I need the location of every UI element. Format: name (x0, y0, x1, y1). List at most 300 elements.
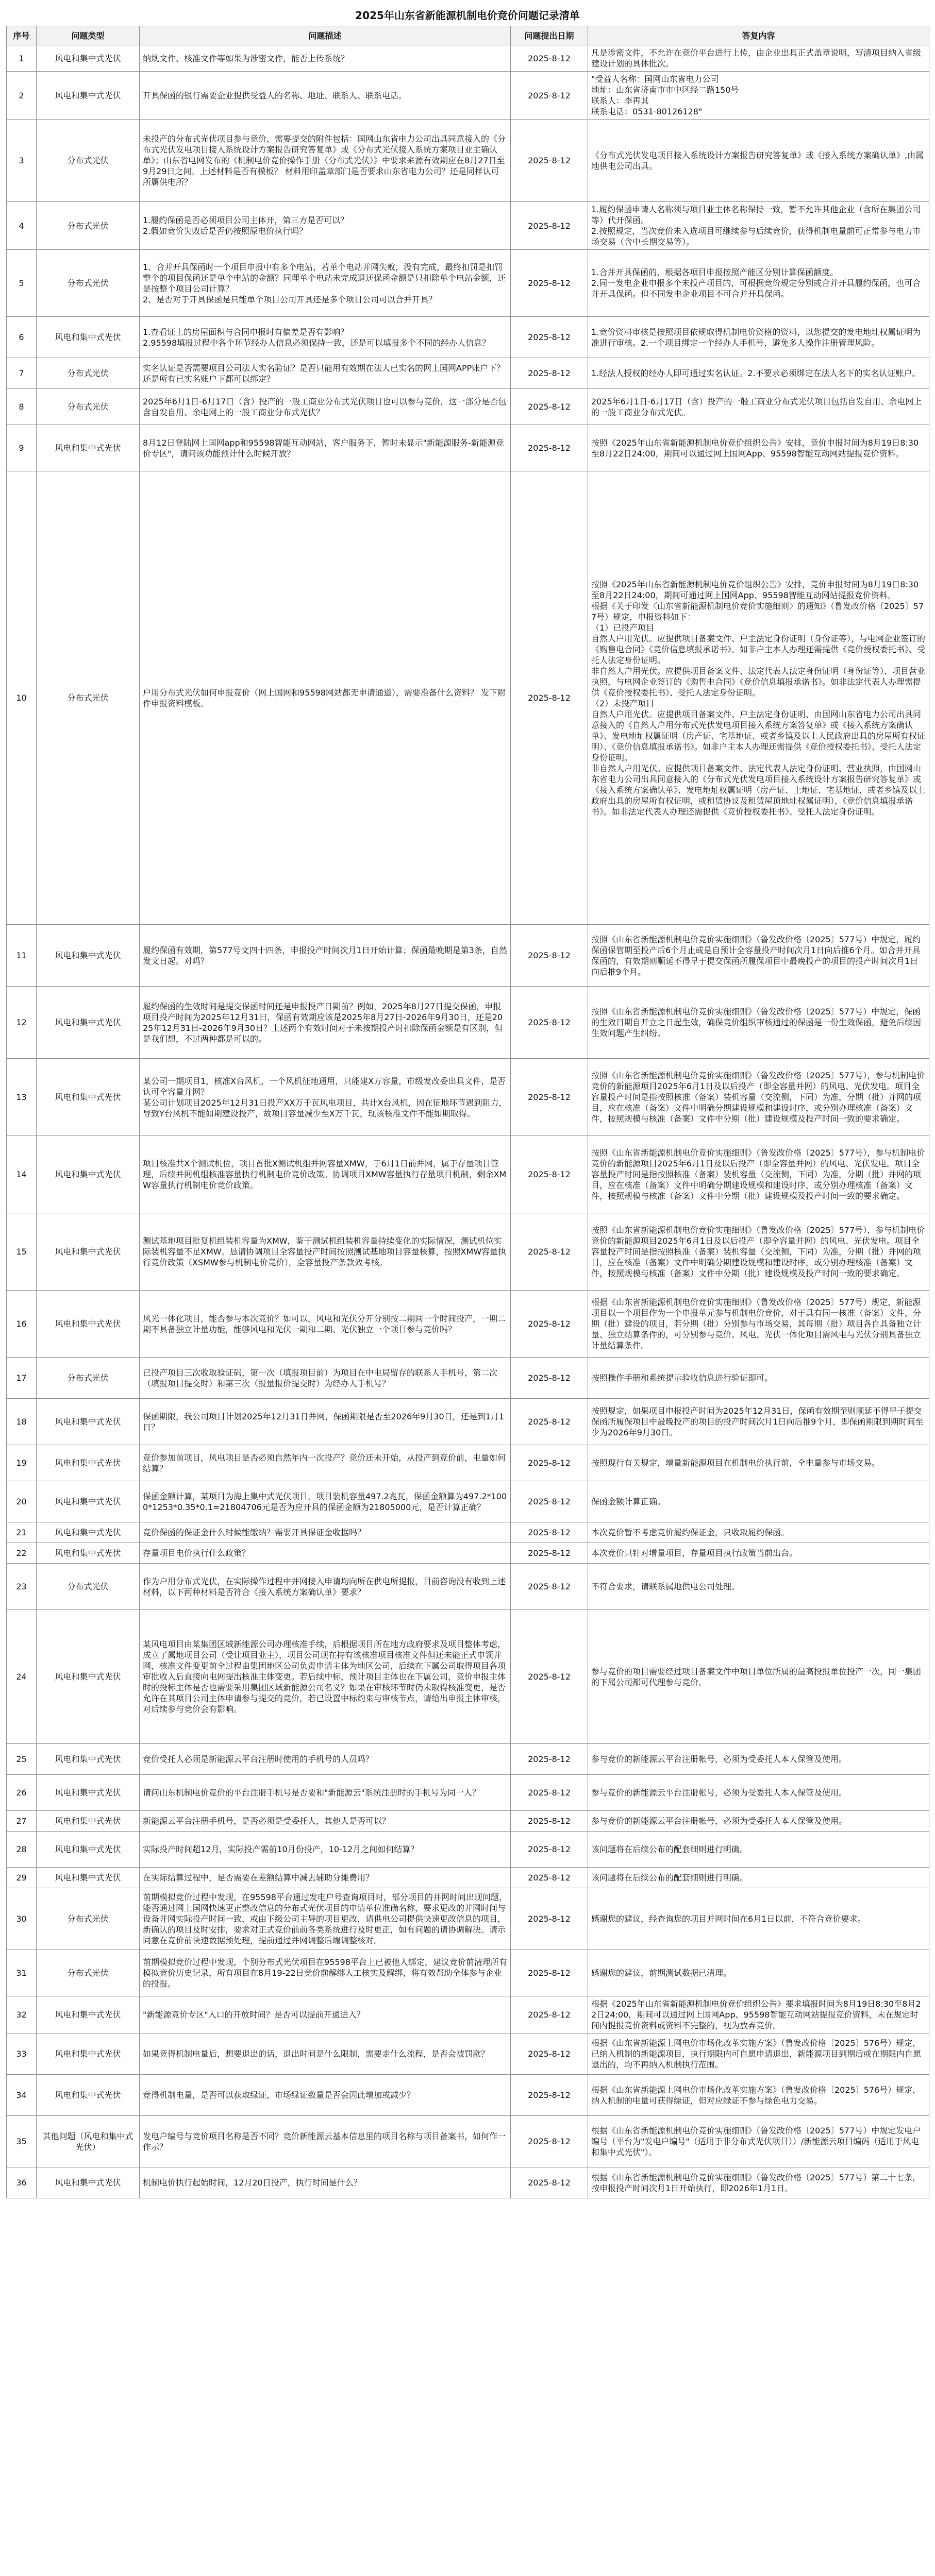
row-question-date-cell (511, 1610, 588, 1744)
table-row (7, 1832, 929, 1868)
row-question-type: 其他问题（风电和集中式光伏） (42, 2131, 133, 2152)
row-question-date: 2025-8-12 (528, 278, 571, 288)
row-question-date: 2025-8-12 (528, 2178, 571, 2188)
row-answer-cell (588, 1445, 929, 1481)
table-row (7, 1358, 929, 1399)
row-question-type-cell (37, 925, 140, 987)
row-question-description: 履约保函有效期，第577号文四十四条，申报投产时间次月1日开始计算；保函最晚期是第3条，自然发文日起。对吗？ (143, 945, 507, 966)
table-row (7, 987, 929, 1059)
row-question-type: 风电和集中式光伏 (55, 951, 121, 960)
row-answer: 1.经法人授权的经办人即可通过实名认证。2.不要求必须绑定在法人名下的实名认证账户。 (591, 368, 921, 378)
row-answer-cell (588, 1481, 929, 1522)
row-question-description: 保函金额计算，某项目为海上集中式光伏项目，项目装机容量497.2兆瓦，保函金额算为497.2*1000*1253*0.35*0.1=21804706元是否为应开具的保函金额为21805000元，是否计算正确？ (143, 1491, 507, 1512)
row-question-type-cell (37, 1744, 140, 1775)
row-question-type: 风电和集中式光伏 (55, 2090, 121, 2100)
row-question-type-cell (37, 1950, 140, 1996)
row-question-description: 1.履约保函是否必须项目公司主体开，第三方是否可以？ 2.假如竞价失败后是否仍按照原电价执行吗？ (143, 215, 349, 236)
row-answer-cell (588, 1358, 929, 1399)
row-answer: 该问题将在后续公布的配套细则进行明确。 (591, 1873, 748, 1883)
row-question-type: 风电和集中式光伏 (55, 1319, 121, 1329)
row-question-date: 2025-8-12 (528, 1417, 571, 1427)
table-row (7, 1543, 929, 1564)
row-question-type-cell (37, 1399, 140, 1445)
row-answer: 按照现行有关规定，增量新能源项目在机制电价执行前，全电量参与市场交易。 (591, 1458, 880, 1468)
row-question-description-cell (140, 1868, 511, 1888)
row-number: 21 (16, 1528, 27, 1537)
row-question-type-cell (37, 2167, 140, 2198)
row-answer: 参与竞价的项目需要经过项目备案文件中项目单位所属的最高投报单位投产一次，同一集团的下属公司都可代理参与竞价。 (591, 1666, 922, 1687)
row-question-description: 8月12日登陆网上国网app和95598智能互动网站，客户服务下，暂时未显示"新能源服务-新能源竞价专区"，请问该功能预计什么时候开放？ (143, 437, 504, 459)
row-question-type: 风电和集中式光伏 (55, 2178, 121, 2188)
table-row (7, 1868, 929, 1888)
row-answer: 感谢您的建议，经查询您的项目并网时间在6月1日以前，不符合竞价要求。 (591, 1914, 866, 1924)
row-question-date: 2025-8-12 (528, 1319, 571, 1329)
row-answer-cell (588, 425, 929, 471)
row-number-cell (7, 1481, 37, 1522)
row-question-description: 保函期限，我公司项目计划2025年12月31日并网，保函期限是否至2026年9月30日，还是到1月1日？ (143, 1411, 505, 1432)
row-answer: 感谢您的建议，前期测试数据已清理。 (591, 1968, 732, 1978)
row-answer-cell (588, 250, 929, 317)
row-question-type: 分布式光伏 (67, 368, 109, 378)
row-question-description: 2025年6月1日-6月17日（含）投产的一般工商业分布式光伏项目也可以参与竞价，这一部分是否包含自发自用、余电网上的一般工商业分布式光伏？ (143, 396, 507, 417)
row-question-description-cell (140, 358, 511, 389)
row-question-type: 风电和集中式光伏 (55, 1497, 121, 1506)
row-answer-cell (588, 987, 929, 1059)
row-question-date-cell (511, 1564, 588, 1610)
row-question-type-cell (37, 1358, 140, 1399)
row-question-type-cell (37, 1564, 140, 1610)
row-number: 34 (16, 2090, 27, 2100)
table-row (7, 202, 929, 250)
row-question-date: 2025-8-12 (528, 1873, 571, 1883)
row-answer: 按照《山东省新能源机制电价竞价实施细则》（鲁发改价格〔2025〕577号）中规定，保函的生效日期自开立之日起生效，确保竞价组织审核通过的保函是一份生效保函，避免后续因生效问题产生纠纷。 (591, 1007, 922, 1038)
row-question-type-cell (37, 1832, 140, 1868)
row-question-type-cell (37, 1610, 140, 1744)
row-answer: 按照《山东省新能源机制电价竞价实施细则》（鲁发改价格〔2025〕577号）中规定，履约保函保管期至投产后6个月止或是自预计全容量投产时间次月1日向后推6个月。如合并开具保函的，有效期则顺延不得早于提交保函所履保项目中最晚投产的项目的投产时间次月1日向后推9个月。 (591, 934, 921, 977)
row-question-type-cell (37, 471, 140, 925)
row-answer-cell (588, 1059, 929, 1136)
row-number: 31 (16, 1968, 27, 1978)
row-number-cell (7, 1832, 37, 1868)
row-answer-cell (588, 1775, 929, 1811)
row-question-description: 竞价受托人必须是新能源云平台注册时使用的手机号的人员吗？ (143, 1754, 374, 1764)
row-question-date-cell (511, 389, 588, 425)
row-number: 16 (16, 1319, 27, 1329)
row-question-date: 2025-8-12 (528, 2137, 571, 2146)
row-number-cell (7, 1213, 37, 1291)
row-question-type: 风电和集中式光伏 (55, 443, 121, 453)
row-question-description: 在实际结算过程中，是否需要在差额结算中减去辅助分摊费用？ (143, 1873, 374, 1883)
row-number: 24 (16, 1672, 27, 1682)
row-number-cell (7, 1399, 37, 1445)
row-number-cell (7, 1811, 37, 1832)
row-question-description-cell (140, 2167, 511, 2198)
row-question-description: 竞得机制电量，是否可以获取绿证，市场绿证数量是否会因此增加或减少？ (143, 2090, 415, 2100)
row-question-type-cell (37, 1543, 140, 1564)
row-question-description-cell (140, 1445, 511, 1481)
row-number-cell (7, 45, 37, 72)
row-number: 13 (16, 1092, 27, 1102)
table-row (7, 250, 929, 317)
row-question-type: 分布式光伏 (67, 402, 109, 412)
row-question-type: 分布式光伏 (67, 1582, 109, 1591)
row-answer: 根据《山东省新能源机制电价竞价实施细则》（鲁发改价格〔2025〕577号）规定，新能源项目以一个项目作为一个申报单元参与机制电价竞价，对于具有同一核准（备案）文件，分期（批）建设的项目，若分期（批）分别参与市场交易，其每期（批）项目各自具备独立计量、独立结算条件的，可分别参与竞价。风电、光伏一体化项目需风电与光伏分别具备独立计量结算条件。 (591, 1297, 922, 1350)
row-question-type: 风电和集中式光伏 (55, 2010, 121, 2020)
row-question-date: 2025-8-12 (528, 1528, 571, 1537)
row-question-type-cell (37, 2033, 140, 2075)
row-question-date-cell (511, 1059, 588, 1136)
row-question-date-cell (511, 358, 588, 389)
row-question-description: 1.查看证上的房屋面积与合同申报时有偏差是否有影响？ 2.95598填报过程中各个环节经办人信息必须保持一致，还是可以填报多个不同的经办人信息？ (143, 327, 491, 348)
row-question-date-cell (511, 1744, 588, 1775)
row-question-date: 2025-8-12 (528, 1582, 571, 1591)
row-question-type-cell (37, 1888, 140, 1950)
row-answer-cell (588, 1564, 929, 1610)
row-question-date: 2025-8-12 (528, 951, 571, 960)
table-row (7, 1399, 929, 1445)
table-row (7, 1744, 929, 1775)
row-question-type: 风电和集中式光伏 (55, 1417, 121, 1427)
row-answer-cell (588, 471, 929, 925)
row-question-description-cell (140, 1136, 511, 1213)
row-answer-cell (588, 45, 929, 72)
row-answer: 凡是涉密文件，不允许在竞价平台进行上传，由企业出具正式盖章说明，写清项目纳入省级建设计划的具体批次。 (591, 48, 922, 69)
row-question-description-cell (140, 925, 511, 987)
row-question-type-cell (37, 358, 140, 389)
row-number: 9 (19, 443, 24, 453)
row-question-description-cell (140, 471, 511, 925)
row-question-date-cell (511, 471, 588, 925)
table-row (7, 1564, 929, 1610)
row-question-type: 风电和集中式光伏 (55, 1844, 121, 1854)
table-row (7, 2116, 929, 2167)
row-number: 35 (16, 2137, 27, 2146)
row-question-description: 如果竞得机制电量后，想要退出的话，退出时间是什么限制，需要走什么流程，是否会被罚款？ (143, 2049, 490, 2059)
row-question-description-cell (140, 2075, 511, 2116)
row-number-cell (7, 1358, 37, 1399)
row-question-type-cell (37, 2075, 140, 2116)
row-question-description: 存量项目电价执行什么政策？ (143, 1548, 251, 1558)
row-answer: 根据《山东省新能源机制电价竞价实施细则》（鲁发改价格〔2025〕577号）第二十七条，按申报投产时间次月1日开始执行，即2026年1月1日。 (591, 2172, 921, 2193)
row-answer: 1.合并开具保函的，根据各项目申报按照产能区分别计算保函额度。 2.同一发电企业申报多个未投产项目的，可根据竞价规定分别或合并开具履约保函，也可合并开具保函。但不同发电企业项目不可合并开具保函。 (591, 267, 921, 299)
row-question-description-cell (140, 1610, 511, 1744)
row-question-date: 2025-8-12 (528, 1170, 571, 1179)
row-number-cell (7, 1950, 37, 1996)
row-number: 4 (19, 221, 24, 231)
row-number-cell (7, 1610, 37, 1744)
row-question-date: 2025-8-12 (528, 1497, 571, 1506)
row-question-date-cell (511, 1811, 588, 1832)
question-table (6, 26, 929, 2198)
row-question-date: 2025-8-12 (528, 221, 571, 231)
row-question-date: 2025-8-12 (528, 1548, 571, 1558)
row-answer-cell (588, 2075, 929, 2116)
table-row (7, 317, 929, 358)
row-answer: 按照《山东省新能源机制电价竞价实施细则》（鲁发改价格〔2025〕577号），参与机制电价竞价的新能源项目2025年6月1日及以后投产（即全容量并网）的风电、光伏发电。项目全容量投产时间是指按照核准（备案）装机容量（交流侧，下同）为准，分期（批）并网的项目，应在核准（备案）文件中明确分期建设规模和建设时序，或分别办理核准（备案）文件，按照规模与核准（备案）文件中分期（批）建设规模及投产时间一致的要求确定。 (591, 1225, 925, 1278)
row-question-date-cell (511, 1832, 588, 1868)
row-number-cell (7, 1564, 37, 1610)
row-answer-cell (588, 1888, 929, 1950)
row-question-date: 2025-8-12 (528, 1018, 571, 1027)
row-answer-cell (588, 1744, 929, 1775)
row-question-description: 已投产项目三次收取验证码，第一次（填报项目前）为项目在中电局留存的联系人手机号，第二次（填报项目提交时）和第三次（报量报价提交时）为经办人手机号？ (143, 1367, 498, 1388)
table-row (7, 1213, 929, 1291)
table-row (7, 1522, 929, 1543)
row-number-cell (7, 1775, 37, 1811)
column-header-type: 问题类型 (37, 26, 140, 45)
row-question-type: 分布式光伏 (67, 1373, 109, 1383)
row-question-description: 新能源云平台注册手机号，是否必须是受委托人，其他人是否可以？ (143, 1816, 391, 1826)
row-question-description: 履约保函的生效时间是提交保函时间还是申报投产日期前？例如，2025年8月27日提交保函，申报项目投产时间为2025年12月31日，保函有效期应该是2025年8月27日-2026年9月30日，还是2025年12月31日-2026年9月30日？上述两个有效时间对于未按期投产时扣除保函金额是有区别，但是我们想，不过两种都是可以的。 (143, 1001, 503, 1044)
row-question-date-cell (511, 2075, 588, 2116)
row-answer: 1.竞价资料审核是按照项目依规取得机制电价资格的资料，以您提交的发电地址权属证明为准进行审核。2.一个项目绑定一个经办人手机号，避免多人操作注册管理风险。 (591, 327, 921, 348)
table-row (7, 2167, 929, 2198)
row-answer: 按照操作手册和系统提示验收信息进行验证即可。 (591, 1373, 773, 1383)
row-question-date-cell (511, 925, 588, 987)
row-number-cell (7, 1136, 37, 1213)
row-question-date-cell (511, 425, 588, 471)
row-question-type-cell (37, 1996, 140, 2033)
row-question-description-cell (140, 1811, 511, 1832)
row-answer: 1.履约保函申请人名称须与项目业主体名称保持一致，暂不允许其他企业（含所在集团公司等）代开保函。 2.按照规定，当次竞价未入选项目可继续参与后续竞价，获得机制电量前可正常参与电力市场交易（含中长期交易等）。 (591, 205, 921, 247)
row-number: 33 (16, 2049, 27, 2059)
table-row (7, 1888, 929, 1950)
row-number: 25 (16, 1754, 27, 1764)
row-number-cell (7, 1291, 37, 1358)
row-question-date: 2025-8-12 (528, 1968, 571, 1978)
row-question-description: 前期模拟竞价过程中发现，个别分布式光伏项目在95598平台上已被他人绑定，建议竞价前清理所有模拟竞价历史记录，所有项目在8月19-22日竞价前解绑人工核实及解绑，将有效帮助全体参与企业的投报。 (143, 1957, 507, 1989)
row-question-type: 风电和集中式光伏 (55, 1170, 121, 1179)
row-number-cell (7, 425, 37, 471)
document-title: 2025年山东省新能源机制电价竞价问题记录清单 (355, 9, 580, 22)
row-answer: 《分布式光伏发电项目接入系统设计方案报告研究答复单》或《接入系统方案确认单》,由属地供电公司出具。 (591, 150, 924, 171)
row-answer: 不符合要求，请联系属地供电公司处理。 (591, 1582, 740, 1591)
row-question-date: 2025-8-12 (528, 402, 571, 412)
row-number-cell (7, 72, 37, 120)
row-number: 18 (16, 1417, 27, 1427)
row-answer: 2025年6月1日-6月17日（含）投产的一般工商业分布式光伏项目包括自发自用、余电网上的一般工商业分布式光伏。 (591, 396, 922, 417)
row-question-description-cell (140, 1213, 511, 1291)
row-answer: 参与竞价的新能源云平台注册帐号，必须为受委托人本人保管及使用。 (591, 1788, 847, 1798)
row-question-type: 分布式光伏 (67, 1968, 109, 1978)
row-question-type: 风电和集中式光伏 (55, 1548, 121, 1558)
row-question-type-cell (37, 72, 140, 120)
table-body (7, 45, 929, 2198)
table-row (7, 72, 929, 120)
row-number-cell (7, 987, 37, 1059)
row-question-description: 户用分布式光伏如何申报竞价（网上国网和95598网站都无申请通道），需要准备什么资料？ 发下附件申报资料模板。 (143, 687, 506, 708)
row-number: 19 (16, 1458, 27, 1468)
row-question-date: 2025-8-12 (528, 368, 571, 378)
row-answer-cell (588, 2167, 929, 2198)
row-question-type-cell (37, 425, 140, 471)
row-question-date-cell (511, 1399, 588, 1445)
row-question-description-cell (140, 1564, 511, 1610)
row-number: 32 (16, 2010, 27, 2020)
row-number-cell (7, 925, 37, 987)
row-answer-cell (588, 2033, 929, 2075)
row-question-description-cell (140, 1996, 511, 2033)
row-question-date-cell (511, 45, 588, 72)
row-answer: 根据《山东省新能源上网电价市场化改革实施方案》（鲁发改价格〔2025〕576号）规定，纳入机制的电量可获得绿证，但对应绿证不参与绿色电力交易。 (591, 2084, 921, 2106)
row-question-description: 实名认证是否需要项目公司法人实名验证？是否只能用有效期在法人已实名的网上国网APP账户下？还是所有已实名账户下都可以绑定？ (143, 363, 505, 384)
row-question-date: 2025-8-12 (528, 90, 571, 100)
row-question-date: 2025-8-12 (528, 693, 571, 703)
row-question-date: 2025-8-12 (528, 2010, 571, 2020)
row-number: 3 (19, 156, 24, 165)
row-question-type-cell (37, 1868, 140, 1888)
row-answer: 本次竞价只针对增量项目，存量项目执行政策当前出台。 (591, 1548, 798, 1558)
row-question-description-cell (140, 1775, 511, 1811)
row-number-cell (7, 1996, 37, 2033)
row-question-date-cell (511, 2116, 588, 2167)
row-number-cell (7, 250, 37, 317)
row-question-type-cell (37, 1775, 140, 1811)
table-row (7, 1136, 929, 1213)
row-question-type-cell (37, 120, 140, 202)
row-number-cell (7, 2075, 37, 2116)
row-question-date: 2025-8-12 (528, 1844, 571, 1854)
row-answer-cell (588, 1832, 929, 1868)
row-answer: 根据《山东省新能源机制电价竞价实施细则》（鲁发改价格〔2025〕577号）中规定发电户编号（平台为"发电户编号"（适用于非分布式光伏项目））/新能源云项目编码（适用于风电和集中式光伏"）。 (591, 2126, 921, 2157)
row-answer-cell (588, 202, 929, 250)
row-question-date: 2025-8-12 (528, 1092, 571, 1102)
row-question-description-cell (140, 1950, 511, 1996)
table-row (7, 425, 929, 471)
row-question-type-cell (37, 2116, 140, 2167)
row-number: 1 (19, 53, 24, 63)
row-question-description-cell (140, 1832, 511, 1868)
row-question-type-cell (37, 1811, 140, 1832)
row-question-date: 2025-8-12 (528, 1914, 571, 1924)
row-question-type: 风电和集中式光伏 (55, 1816, 121, 1826)
row-number-cell (7, 1888, 37, 1950)
row-question-date-cell (511, 1445, 588, 1481)
row-question-description-cell (140, 317, 511, 358)
table-row (7, 2033, 929, 2075)
row-question-type: 风电和集中式光伏 (55, 1458, 121, 1468)
row-number-cell (7, 1868, 37, 1888)
row-number-cell (7, 1522, 37, 1543)
row-question-type: 风电和集中式光伏 (55, 332, 121, 342)
row-answer-cell (588, 1950, 929, 1996)
row-answer: 保函金额计算正确。 (591, 1497, 666, 1506)
row-number: 12 (16, 1018, 27, 1027)
row-question-description: 发电户编号与竞价项目名称是否不同？竞价新能源云基本信息里的项目名称与项目备案书，如何作一作示？ (143, 2131, 506, 2152)
row-question-type: 风电和集中式光伏 (55, 90, 121, 100)
row-number-cell (7, 202, 37, 250)
row-question-description: 作为户用分布式光伏，在实际操作过程中并网接入申请均向所在供电所提报，目前咨询没有收到上述材料，以下两种材料是否符合《接入系统方案确认单》要求？ (143, 1576, 506, 1597)
row-number: 36 (16, 2178, 27, 2188)
row-question-type: 风电和集中式光伏 (55, 1528, 121, 1537)
row-question-type: 分布式光伏 (67, 278, 109, 288)
row-question-date: 2025-8-12 (528, 1247, 571, 1257)
row-question-date: 2025-8-12 (528, 1754, 571, 1764)
row-number: 8 (19, 402, 24, 412)
column-header-answer: 答复内容 (588, 26, 929, 45)
row-question-date-cell (511, 2033, 588, 2075)
table-row (7, 1291, 929, 1358)
row-question-date: 2025-8-12 (528, 1816, 571, 1826)
row-answer: 该问题将在后续公布的配套细则进行明确。 (591, 1844, 748, 1854)
row-number-cell (7, 389, 37, 425)
row-number-cell (7, 120, 37, 202)
row-number-cell (7, 358, 37, 389)
row-question-date-cell (511, 1522, 588, 1543)
row-answer: 根据《山东省新能源上网电价市场化改革实施方案》（鲁发改价格〔2025〕576号）规定，已纳入机制的新能源项目，执行期限内可自愿申请退出，新能源项目到期后或在期限内自愿退出的，均不再纳入机制执行范围。 (591, 2038, 922, 2070)
row-answer-cell (588, 1213, 929, 1291)
row-question-description: 请问山东机制电价竞价的平台注册手机号是否要和"新能源云"系统注册时的手机号为同一人？ (143, 1788, 480, 1798)
row-question-type: 风电和集中式光伏 (55, 1754, 121, 1764)
table-row (7, 2075, 929, 2116)
row-question-date: 2025-8-12 (528, 1788, 571, 1798)
row-number-cell (7, 1445, 37, 1481)
row-question-date-cell (511, 1868, 588, 1888)
table-row (7, 1481, 929, 1522)
row-answer: "受益人名称：国网山东省电力公司 地址：山东省济南市市中区经二路150号 联系人：李再其 联系电话：0531-80126128" (591, 74, 739, 116)
row-question-description-cell (140, 1399, 511, 1445)
column-header-date: 问题提出日期 (511, 26, 588, 45)
row-question-type-cell (37, 317, 140, 358)
row-question-description: 风光一体化项目，能否参与本次竞价？如可以，风电和光伏分开分别按二期同一个时间投产，一期二期不具备独立计量功能，能够风电和光伏一期和二期、光伏独立一个项目参与竞价吗？ (143, 1313, 506, 1334)
row-question-date-cell (511, 1291, 588, 1358)
row-question-type: 风电和集中式光伏 (55, 53, 121, 63)
row-answer: 按照规定，如果项目申报投产时间为2025年12月31日，保函有效期至则顺延不得早于提交保函所履保项目中最晚投产的项目的投产时间次月1日向后推9个月，即保函期限到期时间至少为2026年9月30日。 (591, 1406, 924, 1437)
row-question-type-cell (37, 987, 140, 1059)
row-question-description: 1、合并开具保函时一个项目申报中有多个电站，若单个电站并网失败，没有完成，最终扣罚是扣罚整个的项目保函还是单个电站的金额？同理单个电站未完成退还保函金额是只扣除单个电站金额，还是按整个项目公司计算？ 2、是否对于开具保函是只能单个项目公司开具还是多个项目公司可以合并开具？ (143, 262, 506, 304)
row-question-description: 测试基地项目批复机组装机容量为XMW，鉴于测试机组装机容量持续变化的实际情况，测试机位实际装机容量不足XMW。恳请协调项目全容量投产时间按照测试基地项目容量核算，按照XMW容量执行竞价政策（XSMW参与机制电价竞价），全容量投产条款效考核。 (143, 1236, 507, 1267)
row-question-description-cell (140, 987, 511, 1059)
row-question-date-cell (511, 1775, 588, 1811)
column-header-description: 问题描述 (140, 26, 511, 45)
row-number: 17 (16, 1373, 27, 1383)
row-question-description: 开具保函的银行需要企业提供受益人的名称、地址、联系人、联系电话。 (143, 90, 407, 100)
row-question-date-cell (511, 317, 588, 358)
row-question-description-cell (140, 1543, 511, 1564)
row-number: 26 (16, 1788, 27, 1798)
row-question-type: 风电和集中式光伏 (55, 1672, 121, 1682)
row-question-type: 分布式光伏 (67, 693, 109, 703)
row-question-type-cell (37, 1059, 140, 1136)
row-number: 5 (19, 278, 24, 288)
row-answer-cell (588, 1543, 929, 1564)
row-question-date-cell (511, 987, 588, 1059)
row-answer-cell (588, 317, 929, 358)
row-question-date-cell (511, 1358, 588, 1399)
row-number: 7 (19, 368, 24, 378)
row-number-cell (7, 1744, 37, 1775)
row-question-description-cell (140, 72, 511, 120)
row-question-date-cell (511, 1481, 588, 1522)
row-question-date: 2025-8-12 (528, 332, 571, 342)
row-answer-cell (588, 2116, 929, 2167)
row-answer-cell (588, 389, 929, 425)
row-question-type-cell (37, 1213, 140, 1291)
row-question-date-cell (511, 120, 588, 202)
table-row (7, 1059, 929, 1136)
row-answer-cell (588, 1868, 929, 1888)
row-number: 23 (16, 1582, 27, 1591)
row-question-description: 某风电项目由某集团区域新能源公司办理核准手续，后根据项目所在地方政府要求及项目整体考虑，成立了属地项目公司（受让项目业主），项目公司现在持有该核准项目核准文件但还未能正式申领并网，核准文件变更前全过程由集团地区公司负责申请主体为地区公司，后续在下属公司取得项目各项审批收入后直接向电网提出核准主体变更。若后续中标，预计项目主体也在下属公司，竞价申报主体时的投标主体是否也需要采用集团区域新能源公司名义？如果在审核环节时仍未取得核准变更，是否允许在其项目公司主体申请参与提交的竞价，若已设置中标约束与审核节点，请给出申报主体审核，对后续参与竞价会有影响。 (143, 1639, 506, 1714)
row-number: 22 (16, 1548, 27, 1558)
row-number: 11 (16, 951, 27, 960)
row-question-description: 竞价参加前项目，风电项目是否必须自然年内一次投产？竞价还未开始，从投产到竞价前，电量如何结算？ (143, 1452, 506, 1473)
row-question-description-cell (140, 1522, 511, 1543)
table-row (7, 1775, 929, 1811)
row-number-cell (7, 2167, 37, 2198)
row-question-date: 2025-8-12 (528, 53, 571, 63)
row-question-description: 某公司一期项目1，核准X台风机，一个风机征地通用，只能建X万容量，市级发改委出具文件，是否认可全容量并网？ 某公司计划项目2025年12月31日投产XX万千瓦风电项目，共计X台风机，因在征地环节遇到阻力，导致Y台风机不能如期建设投产，故项目容量减少至X万千瓦，现该核准文件不能如期取得。 (143, 1076, 507, 1118)
